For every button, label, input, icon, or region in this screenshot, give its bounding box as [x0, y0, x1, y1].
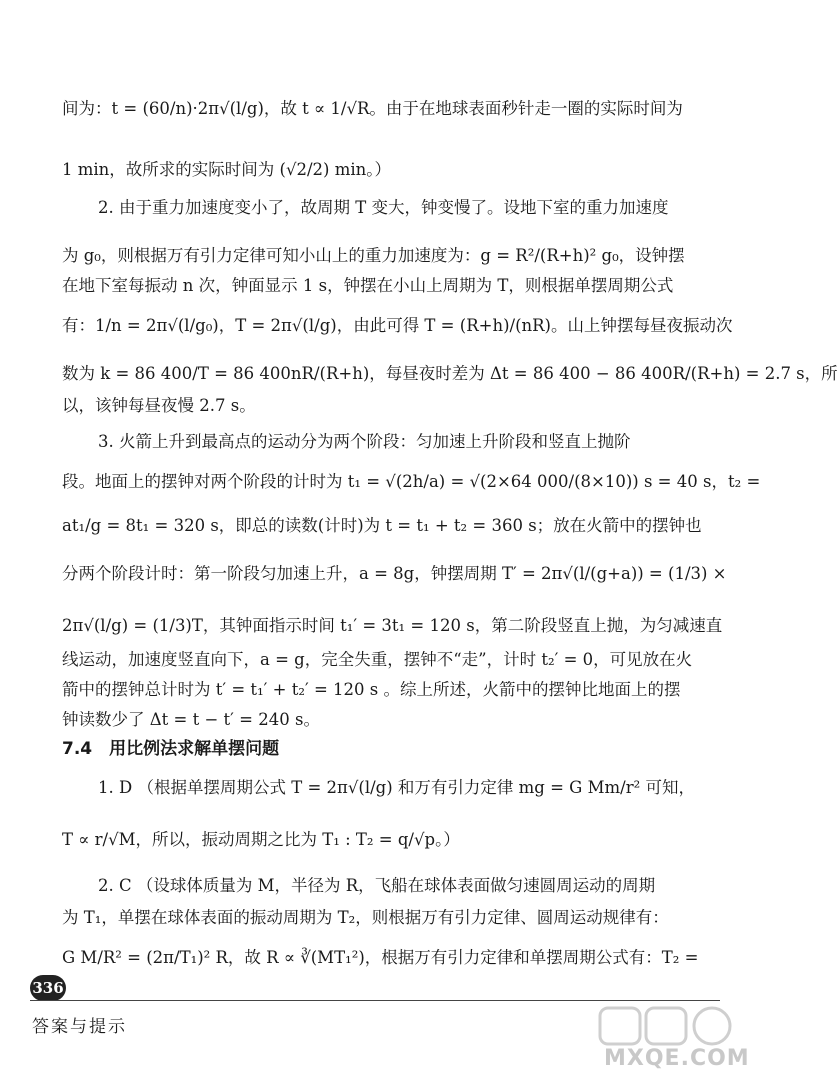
text-line: 2. 由于重力加速度变小了，故周期 T 变大，钟变慢了。设地下室的重力加速度 [98, 198, 669, 217]
watermark-text: MXQE.COM [604, 1046, 750, 1071]
text-line: 1. D （根据单摆周期公式 T = 2π√(l/g) 和万有引力定律 mg = G Mm/r² 可知， [98, 778, 695, 797]
text-line: 有：1/n = 2π√(l/g₀)，T = 2π√(l/g)，由此可得 T = (R+h)/(nR)。山上钟摆每昼夜振动次 [62, 316, 733, 335]
text-line: 2π√(l/g) = (1/3)T，其钟面指示时间 t₁′ = 3t₁ = 120 s，第二阶段竖直上抛，为匀减速直 [62, 616, 723, 635]
text-line: 以，该钟每昼夜慢 2.7 s。 [62, 396, 256, 415]
text-line: 3. 火箭上升到最高点的运动分为两个阶段：匀加速上升阶段和竖直上抛阶 [98, 432, 631, 451]
text-line: 2. C （设球体质量为 M，半径为 R，飞船在球体表面做匀速圆周运动的周期 [98, 876, 656, 895]
text-line: 间为：t = (60/n)·2π√(l/g)，故 t ∝ 1/√R。由于在地球表面秒针走一圈的实际时间为 [62, 99, 683, 118]
text-line: T ∝ r/√M，所以，振动周期之比为 T₁ : T₂ = q/√p。） [62, 830, 460, 849]
text-line: 为 g₀，则根据万有引力定律可知小山上的重力加速度为：g = R²/(R+h)² g₀，设钟摆 [62, 246, 685, 265]
text-line: 线运动，加速度竖直向下，a = g，完全失重，摆钟不“走”，计时 t₂′ = 0，可见放在火 [62, 650, 693, 669]
text-line: 钟读数少了 Δt = t − t′ = 240 s。 [62, 710, 320, 729]
text-line: 为 T₁，单摆在球体表面的振动周期为 T₂，则根据万有引力定律、圆周运动规律有： [62, 908, 669, 927]
section-heading: 7.4 用比例法求解单摆问题 [62, 739, 280, 759]
text-line: 在地下室每振动 n 次，钟面显示 1 s，钟摆在小山上周期为 T，则根据单摆周期公式 [62, 276, 674, 295]
text-line: G M/R² = (2π/T₁)² R，故 R ∝ ∛(MT₁²)，根据万有引力定律和单摆周期公式有：T₂ = [62, 948, 699, 967]
page-number: 336 [30, 975, 66, 1001]
text-line: at₁/g = 8t₁ = 320 s，即总的读数(计时)为 t = t₁ + t₂ = 360 s；放在火箭中的摆钟也 [62, 516, 702, 535]
text-line: 分两个阶段计时：第一阶段匀加速上升，a = 8g，钟摆周期 T′ = 2π√(l/(g+a)) = (1/3) × [62, 564, 727, 583]
footer-label: 答案与提示 [32, 1017, 127, 1037]
text-line: 箭中的摆钟总计时为 t′ = t₁′ + t₂′ = 120 s 。综上所述，火箭中的摆钟比地面上的摆 [62, 680, 681, 699]
text-line: 数为 k = 86 400/T = 86 400nR/(R+h)，每昼夜时差为 Δt = 86 400 − 86 400R/(R+h) = 2.7 s，所 [62, 364, 838, 383]
text-line: 1 min，故所求的实际时间为 (√2/2) min。） [62, 160, 392, 179]
text-line: 段。地面上的摆钟对两个阶段的计时为 t₁ = √(2h/a) = √(2×64 000/(8×10)) s = 40 s，t₂ = [62, 472, 761, 491]
